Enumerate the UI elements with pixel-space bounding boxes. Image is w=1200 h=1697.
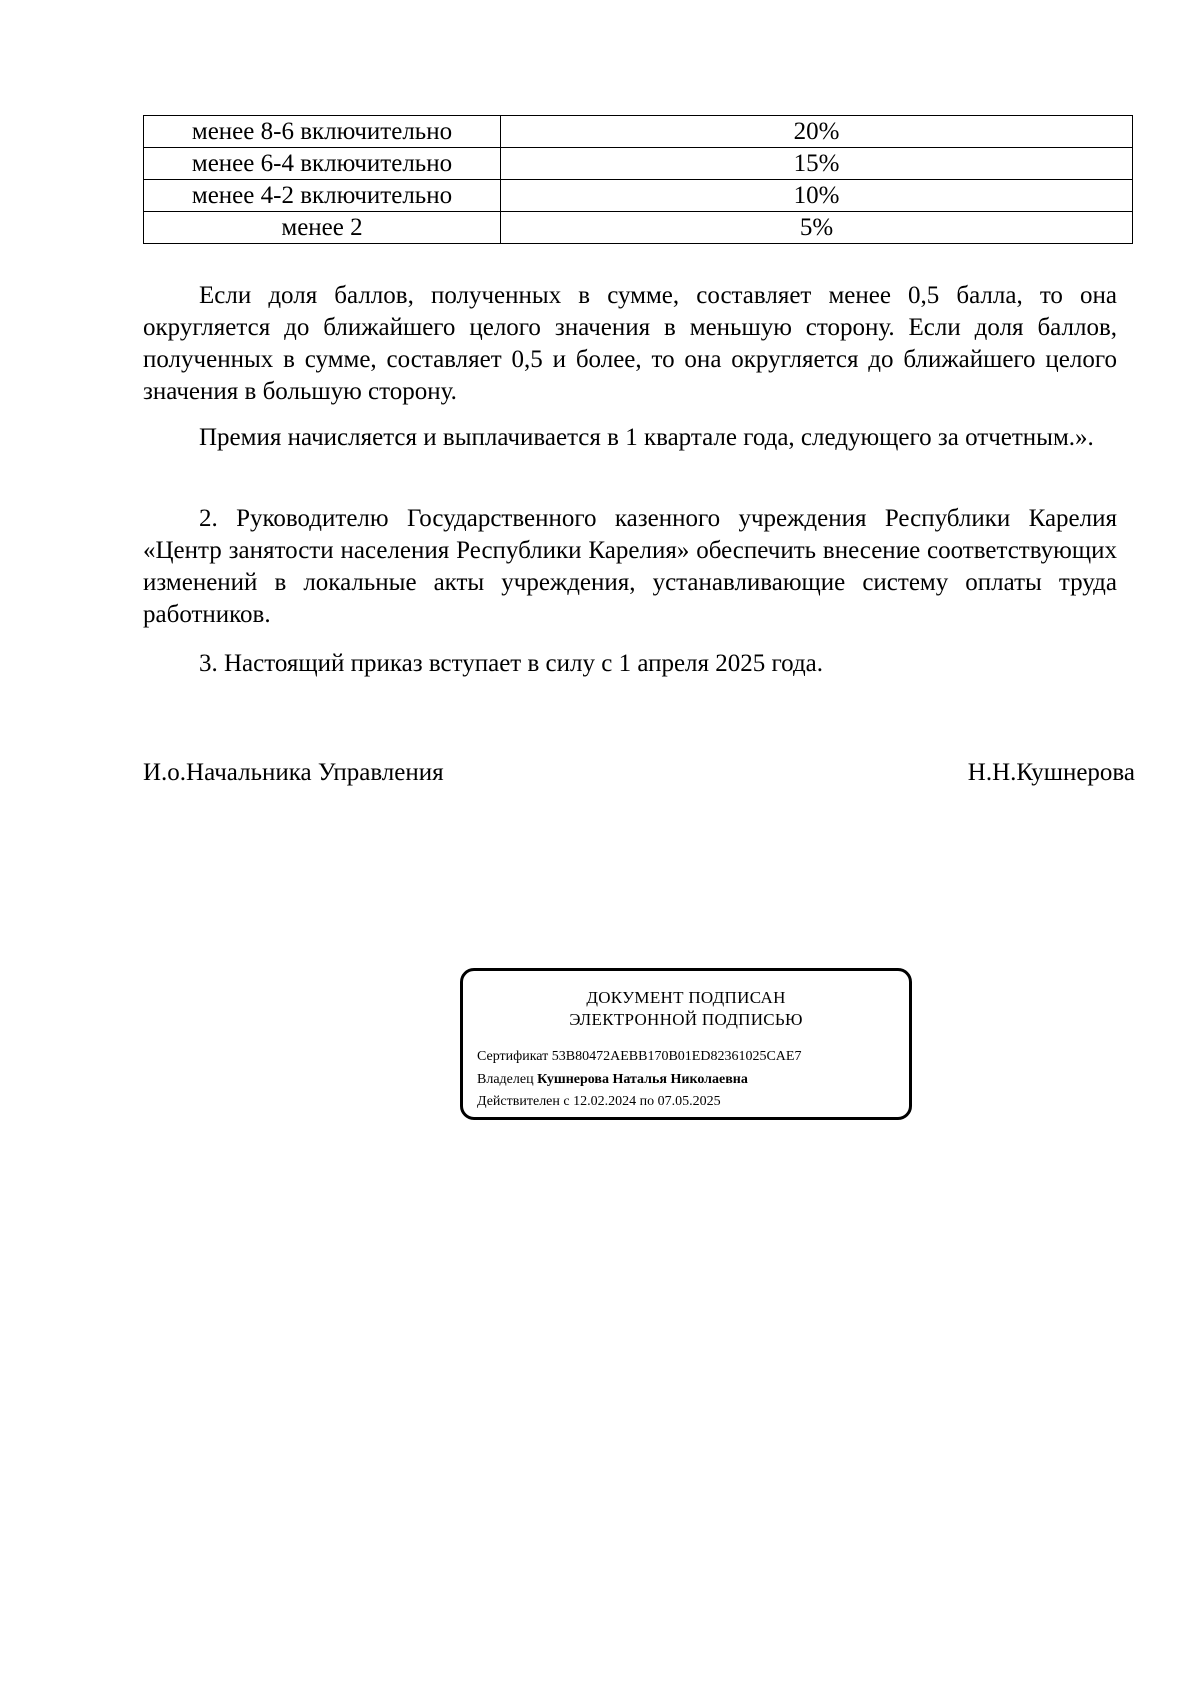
percent-cell: 15% xyxy=(501,148,1133,180)
owner-value: Кушнерова Наталья Николаевна xyxy=(537,1072,748,1087)
table-row xyxy=(144,212,1133,244)
range-cell: менее 6-4 включительно xyxy=(144,148,501,180)
bonus-paragraph: Премия начисляется и выплачивается в 1 квартале года, следующего за отчетным.». xyxy=(199,424,1094,451)
stamp-certificate xyxy=(477,1048,801,1066)
item-2-paragraph: 2. Руководителю Государственного казенного учреждения Республики Карелия «Центр занятости населения Республики Карелия» обеспечить внесение соответствующих изменений в локальные акты учреждения, устанавливающие систему оплаты труда работников. xyxy=(143,505,1117,628)
percent-cell: 20% xyxy=(501,116,1133,148)
stamp-validity xyxy=(477,1093,721,1111)
owner-label: Владелец xyxy=(477,1072,534,1087)
electronic-signature-stamp xyxy=(460,968,912,1120)
table-row xyxy=(144,148,1133,180)
stamp-title xyxy=(463,987,909,1031)
stamp-owner xyxy=(477,1071,748,1089)
valid-from: 12.02.2024 xyxy=(573,1094,637,1109)
signatory-name: Н.Н.Кушнерова xyxy=(967,759,1135,786)
table-row xyxy=(144,180,1133,212)
range-cell: менее 8-6 включительно xyxy=(144,116,501,148)
range-cell: менее 2 xyxy=(144,212,501,244)
valid-to-label: по xyxy=(639,1094,655,1109)
table-row xyxy=(144,116,1133,148)
percent-cell: 10% xyxy=(501,180,1133,212)
item-3-paragraph: 3. Настоящий приказ вступает в силу с 1 апреля 2025 года. xyxy=(199,650,824,677)
percent-cell: 5% xyxy=(501,212,1133,244)
valid-to: 07.05.2025 xyxy=(657,1094,721,1109)
certificate-value: 53B80472AEBB170B01ED82361025CAE7 xyxy=(551,1049,802,1064)
certificate-label: Сертификат xyxy=(477,1049,549,1064)
valid-label: Действителен с xyxy=(477,1094,570,1109)
stamp-title-line: ДОКУМЕНТ ПОДПИСАН xyxy=(586,988,786,1007)
bonus-rate-table xyxy=(143,115,1133,244)
rounding-paragraph: Если доля баллов, полученных в сумме, составляет менее 0,5 балла, то она округляется до ближайшего целого значения в меньшую сторону. Если доля баллов, полученных в сумме, составляет 0,5 и более, то она округляется до ближайшего целого значения в большую сторону. xyxy=(143,282,1117,405)
stamp-title-line: ЭЛЕКТРОННОЙ ПОДПИСЬЮ xyxy=(569,1010,803,1029)
signatory-position: И.о.Начальника Управления xyxy=(143,759,444,786)
range-cell: менее 4-2 включительно xyxy=(144,180,501,212)
